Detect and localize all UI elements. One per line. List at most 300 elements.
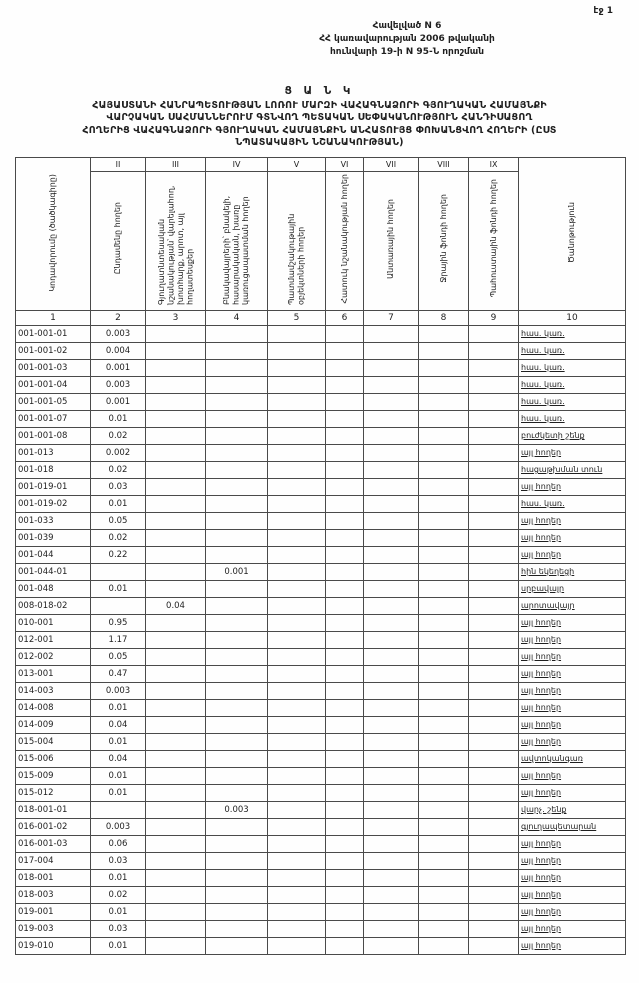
header-cell-settlement: [206, 171, 268, 310]
cell-value: [268, 665, 326, 682]
cell-value: [469, 444, 519, 461]
cell-note: այլ հողեր: [519, 784, 626, 801]
cell-value: 0.003: [91, 682, 146, 699]
cell-code: 013-001: [16, 665, 91, 682]
cell-value: [268, 529, 326, 546]
cell-value: [206, 580, 268, 597]
cell-value: [419, 529, 469, 546]
cell-value: [326, 461, 364, 478]
cell-note: հաս. կառ.: [519, 359, 626, 376]
cell-value: [469, 342, 519, 359]
cell-value: [326, 767, 364, 784]
cell-value: [419, 359, 469, 376]
cell-value: 0.22: [91, 546, 146, 563]
cell-note: հին եկեղեցի: [519, 563, 626, 580]
cell-value: 0.004: [91, 342, 146, 359]
cell-value: [419, 699, 469, 716]
cell-note: այլ հողեր: [519, 614, 626, 631]
cell-value: [146, 920, 206, 937]
table-row: [16, 631, 626, 648]
cell-value: [268, 767, 326, 784]
cell-note: այլ հողեր: [519, 444, 626, 461]
cell-value: [268, 716, 326, 733]
cell-code: 001-001-08: [16, 427, 91, 444]
cell-note: այլ հողեր: [519, 767, 626, 784]
cell-value: [419, 801, 469, 818]
cell-value: [326, 529, 364, 546]
cell-note: հաս. կառ.: [519, 325, 626, 342]
cell-value: [206, 512, 268, 529]
cell-value: 0.001: [91, 393, 146, 410]
header-agricultural-label: Գյուղատնտեսական նշանակության՝ վարելահող, խոտհարք, արոտ, այլ հողատեսքեր: [156, 185, 194, 305]
cell-value: 0.01: [91, 699, 146, 716]
cell-value: [206, 546, 268, 563]
cell-value: [206, 648, 268, 665]
cell-value: 0.01: [91, 937, 146, 954]
cell-value: 0.01: [91, 580, 146, 597]
cell-code: 001-001-02: [16, 342, 91, 359]
cell-note: այլ հողեր: [519, 869, 626, 886]
table-row: [16, 869, 626, 886]
column-number: 10: [519, 310, 626, 325]
cell-value: [268, 903, 326, 920]
cell-value: [206, 886, 268, 903]
cell-value: [268, 648, 326, 665]
cell-value: [146, 461, 206, 478]
cell-value: [469, 665, 519, 682]
cell-note: այլ հողեր: [519, 920, 626, 937]
title-line-3: ՀՈՂԵՐԻՑ ՎԱՀԱԳՆԱՁՈՐԻ ԳՅՈՒՂԱԿԱՆ ՀԱՄԱՅՆՔԻՆ ԱՆՀԱՏՈՒՅՑ ՓՈԽԱՆՑՎՈՂ ՀՈՂԵՐԻ (ԸՍՏ: [82, 124, 557, 136]
column-number: 8: [419, 310, 469, 325]
cell-value: [146, 835, 206, 852]
cell-value: [469, 563, 519, 580]
table-row: [16, 495, 626, 512]
cell-code: 010-001: [16, 614, 91, 631]
cell-value: [326, 580, 364, 597]
cell-value: [268, 444, 326, 461]
cell-code: 014-009: [16, 716, 91, 733]
cell-value: [268, 835, 326, 852]
cell-value: [419, 903, 469, 920]
cell-value: [146, 682, 206, 699]
cell-value: [146, 869, 206, 886]
table-row: [16, 750, 626, 767]
table-row: [16, 767, 626, 784]
cell-code: 015-004: [16, 733, 91, 750]
cell-value: 0.03: [91, 920, 146, 937]
cell-value: [419, 614, 469, 631]
cell-note: հաս. կառ.: [519, 410, 626, 427]
cell-value: [469, 716, 519, 733]
cell-value: [364, 546, 419, 563]
cell-code: 001-001-01: [16, 325, 91, 342]
cell-value: [146, 818, 206, 835]
header-code-label: Կոդավորումը (ծածկագիրը): [48, 173, 58, 292]
cell-value: [268, 801, 326, 818]
cell-value: [268, 376, 326, 393]
cell-value: [419, 393, 469, 410]
cell-value: [364, 529, 419, 546]
cell-value: [364, 801, 419, 818]
header-historical-label: Պատմամշակութային օբյեկտների հողեր: [287, 213, 306, 305]
header-cell-note: [519, 157, 626, 310]
cell-code: 018-003: [16, 886, 91, 903]
cell-value: 0.04: [91, 716, 146, 733]
cell-note: հաս. կառ.: [519, 376, 626, 393]
cell-note: այլ հողեր: [519, 937, 626, 954]
cell-value: [469, 461, 519, 478]
cell-value: [146, 716, 206, 733]
cell-value: [206, 869, 268, 886]
cell-code: 016-001-03: [16, 835, 91, 852]
cell-value: [469, 699, 519, 716]
title-line-2: ՎԱՐՉԱԿԱՆ ՍԱՀՄԱՆՆԵՐՈՒՄ ԳՏՆՎՈՂ ՊԵՏԱԿԱՆ ՍԵՓԱԿԱՆՈՒԹՅՈՒՆ ՀԱՆԴԻՍԱՑՈՂ: [106, 112, 533, 123]
cell-code: 017-004: [16, 852, 91, 869]
cell-value: [419, 631, 469, 648]
cell-value: [469, 886, 519, 903]
cell-value: [206, 478, 268, 495]
cell-value: [206, 665, 268, 682]
cell-note: վարչ. շենք: [519, 801, 626, 818]
cell-value: [91, 801, 146, 818]
cell-value: [364, 699, 419, 716]
cell-value: [469, 801, 519, 818]
cell-value: 0.003: [91, 325, 146, 342]
cell-value: [326, 359, 364, 376]
cell-value: [268, 580, 326, 597]
table-row: [16, 937, 626, 954]
cell-value: [419, 461, 469, 478]
cell-value: [206, 750, 268, 767]
header-forest-label: Անտառային հողեր: [386, 198, 396, 279]
cell-value: [419, 376, 469, 393]
cell-value: 0.01: [91, 410, 146, 427]
cell-value: 0.003: [91, 818, 146, 835]
cell-code: 001-001-03: [16, 359, 91, 376]
cell-value: [326, 563, 364, 580]
cell-value: [364, 869, 419, 886]
cell-value: [364, 512, 419, 529]
cell-value: [326, 920, 364, 937]
cell-value: [469, 597, 519, 614]
cell-code: 001-019-02: [16, 495, 91, 512]
cell-value: [268, 886, 326, 903]
cell-value: [206, 376, 268, 393]
cell-code: 015-006: [16, 750, 91, 767]
cell-value: [206, 767, 268, 784]
cell-value: [364, 750, 419, 767]
cell-code: 019-001: [16, 903, 91, 920]
cell-value: [268, 818, 326, 835]
cell-value: [268, 869, 326, 886]
table-row: [16, 665, 626, 682]
cell-code: 018-001-01: [16, 801, 91, 818]
cell-value: [469, 835, 519, 852]
cell-value: [268, 920, 326, 937]
cell-value: [268, 495, 326, 512]
column-number: 3: [146, 310, 206, 325]
cell-value: [326, 393, 364, 410]
cell-value: [364, 631, 419, 648]
cell-value: [469, 767, 519, 784]
roman-numeral: IX: [469, 157, 519, 171]
cell-value: [268, 937, 326, 954]
table-row: [16, 359, 626, 376]
cell-note: գյուղապետարան: [519, 818, 626, 835]
cell-value: [419, 750, 469, 767]
table-row: [16, 563, 626, 580]
cell-note: այլ հողեր: [519, 886, 626, 903]
cell-value: [326, 546, 364, 563]
cell-value: [364, 376, 419, 393]
cell-value: 0.01: [91, 767, 146, 784]
cell-value: [469, 393, 519, 410]
cell-value: [146, 359, 206, 376]
cell-value: [146, 478, 206, 495]
cell-value: [146, 767, 206, 784]
cell-value: 0.01: [91, 784, 146, 801]
cell-value: [469, 410, 519, 427]
cell-code: 012-001: [16, 631, 91, 648]
roman-numeral: III: [146, 157, 206, 171]
column-number-row: [16, 310, 626, 325]
cell-value: [206, 937, 268, 954]
header-water-label: Ջրային ֆոնդի հողեր: [438, 194, 448, 283]
roman-numeral: VIII: [419, 157, 469, 171]
roman-numeral: V: [268, 157, 326, 171]
cell-value: [469, 614, 519, 631]
cell-value: [419, 512, 469, 529]
cell-note: հաս. կառ.: [519, 495, 626, 512]
roman-numeral: II: [91, 157, 146, 171]
cell-value: [206, 461, 268, 478]
cell-value: [146, 733, 206, 750]
cell-value: [364, 427, 419, 444]
table-row: [16, 512, 626, 529]
cell-value: [268, 546, 326, 563]
cell-value: 0.001: [91, 359, 146, 376]
cell-value: [326, 478, 364, 495]
cell-value: [146, 563, 206, 580]
cell-value: [469, 733, 519, 750]
cell-value: [364, 461, 419, 478]
cell-code: 001-039: [16, 529, 91, 546]
cell-note: այլ հողեր: [519, 716, 626, 733]
cell-value: [419, 767, 469, 784]
cell-value: [469, 631, 519, 648]
column-number: 7: [364, 310, 419, 325]
table-row: [16, 597, 626, 614]
cell-note: այլ հողեր: [519, 665, 626, 682]
cell-value: [419, 597, 469, 614]
cell-value: [326, 631, 364, 648]
cell-value: [146, 648, 206, 665]
cell-value: [364, 410, 419, 427]
cell-value: [326, 835, 364, 852]
cell-value: [268, 478, 326, 495]
appendix-block: [252, 0, 562, 59]
table-row: [16, 920, 626, 937]
cell-value: [146, 325, 206, 342]
cell-value: [326, 733, 364, 750]
cell-code: 001-001-07: [16, 410, 91, 427]
cell-value: [326, 937, 364, 954]
table-row: [16, 818, 626, 835]
cell-code: 015-012: [16, 784, 91, 801]
cell-value: [364, 648, 419, 665]
cell-value: [146, 580, 206, 597]
cell-code: 014-003: [16, 682, 91, 699]
column-number: 4: [206, 310, 268, 325]
cell-value: [419, 342, 469, 359]
cell-value: [364, 818, 419, 835]
cell-value: [419, 886, 469, 903]
cell-code: 001-033: [16, 512, 91, 529]
page-number: էջ 1: [593, 6, 613, 16]
cell-note: այլ հողեր: [519, 835, 626, 852]
cell-value: [206, 852, 268, 869]
cell-code: 019-003: [16, 920, 91, 937]
column-number: 2: [91, 310, 146, 325]
header-settlement-label: Բնակավայրերի՝ բնակելի, հասարակական, խառը կառուցապատման հողեր: [222, 195, 251, 305]
cell-code: 016-001-02: [16, 818, 91, 835]
header-cell-total: [91, 171, 146, 310]
cell-value: 0.001: [206, 563, 268, 580]
cell-value: [326, 495, 364, 512]
cell-value: [469, 478, 519, 495]
cell-value: [206, 529, 268, 546]
cell-value: [419, 920, 469, 937]
cell-value: [206, 784, 268, 801]
cell-code: 015-009: [16, 767, 91, 784]
cell-value: [469, 580, 519, 597]
header-cell-reserve: [469, 171, 519, 310]
cell-value: [146, 495, 206, 512]
cell-value: [364, 597, 419, 614]
table-row: [16, 682, 626, 699]
cell-value: [364, 563, 419, 580]
cell-value: [268, 784, 326, 801]
cell-value: [206, 444, 268, 461]
table-row: [16, 342, 626, 359]
column-number: 6: [326, 310, 364, 325]
cell-value: 0.04: [91, 750, 146, 767]
cell-value: [206, 393, 268, 410]
cell-value: [146, 784, 206, 801]
cell-value: [419, 733, 469, 750]
cell-value: [91, 597, 146, 614]
cell-value: 0.02: [91, 461, 146, 478]
cell-value: [206, 818, 268, 835]
table-row: [16, 835, 626, 852]
header-special-label: Հատուկ նշանակության հողեր: [339, 173, 349, 304]
cell-value: [146, 512, 206, 529]
cell-value: [206, 410, 268, 427]
roman-numeral-row: [16, 157, 626, 171]
table-row: [16, 580, 626, 597]
cell-note: այլ հողեր: [519, 903, 626, 920]
cell-value: [469, 920, 519, 937]
cell-note: ավտոկանգառ: [519, 750, 626, 767]
title-line-1: ՀԱՅԱՍՏԱՆԻ ՀԱՆՐԱՊԵՏՈՒԹՅԱՆ ԼՈՌՈՒ ՄԱՐԶԻ ՎԱՀԱԳՆԱՁՈՐԻ ԳՅՈՒՂԱԿԱՆ ՀԱՄԱՅՆՔԻ: [92, 99, 547, 111]
table-row: [16, 478, 626, 495]
appendix-line-3: հունվարի 19-ի N 95-Ն որոշման: [330, 47, 484, 57]
cell-value: [146, 903, 206, 920]
cell-note: արոտավայր: [519, 597, 626, 614]
cell-note: այլ հողեր: [519, 699, 626, 716]
cell-value: [364, 478, 419, 495]
cell-value: [469, 784, 519, 801]
cell-value: [326, 852, 364, 869]
cell-note: այլ հողեր: [519, 733, 626, 750]
cell-value: [268, 750, 326, 767]
cell-value: 0.003: [91, 376, 146, 393]
cell-value: [268, 733, 326, 750]
cell-value: 0.95: [91, 614, 146, 631]
cell-value: [419, 563, 469, 580]
cell-value: [364, 886, 419, 903]
cell-code: 001-001-04: [16, 376, 91, 393]
cell-value: [268, 342, 326, 359]
cell-value: [364, 920, 419, 937]
cell-value: [419, 835, 469, 852]
cell-value: [326, 682, 364, 699]
table-row: [16, 716, 626, 733]
cell-value: [146, 410, 206, 427]
cell-note: այլ հողեր: [519, 546, 626, 563]
header-cell-code: [16, 157, 91, 310]
cell-value: [419, 546, 469, 563]
cell-value: 0.01: [91, 903, 146, 920]
cell-value: [469, 529, 519, 546]
cell-value: [206, 597, 268, 614]
cell-value: [419, 325, 469, 342]
cell-value: [206, 342, 268, 359]
table-row: [16, 427, 626, 444]
cell-note: այլ հողեր: [519, 631, 626, 648]
cell-value: 0.01: [91, 733, 146, 750]
cell-value: [419, 937, 469, 954]
cell-value: [364, 444, 419, 461]
cell-value: 0.06: [91, 835, 146, 852]
cell-value: [268, 631, 326, 648]
cell-value: [364, 342, 419, 359]
cell-code: 001-001-05: [16, 393, 91, 410]
cell-value: [419, 682, 469, 699]
cell-value: [206, 325, 268, 342]
cell-note: հաս. կառ.: [519, 393, 626, 410]
title-heading: Ց Ա Ն Կ: [284, 85, 355, 97]
cell-code: 001-013: [16, 444, 91, 461]
cell-value: [326, 801, 364, 818]
cell-value: [326, 903, 364, 920]
cell-value: 0.003: [206, 801, 268, 818]
header-total-label: Ընդամենը հողեր: [113, 202, 123, 275]
title-line-4: ՆՊԱՏԱԿԱՅԻՆ ՆՇԱՆԱԿՈՒԹՅԱՆ): [235, 137, 404, 148]
cell-value: [206, 427, 268, 444]
cell-value: [206, 699, 268, 716]
cell-value: [364, 325, 419, 342]
table-row: [16, 444, 626, 461]
cell-code: 014-008: [16, 699, 91, 716]
table-row: [16, 699, 626, 716]
cell-value: [326, 597, 364, 614]
cell-value: [364, 903, 419, 920]
cell-note: այլ հողեր: [519, 852, 626, 869]
cell-value: [206, 631, 268, 648]
cell-value: [268, 563, 326, 580]
cell-value: 0.05: [91, 512, 146, 529]
